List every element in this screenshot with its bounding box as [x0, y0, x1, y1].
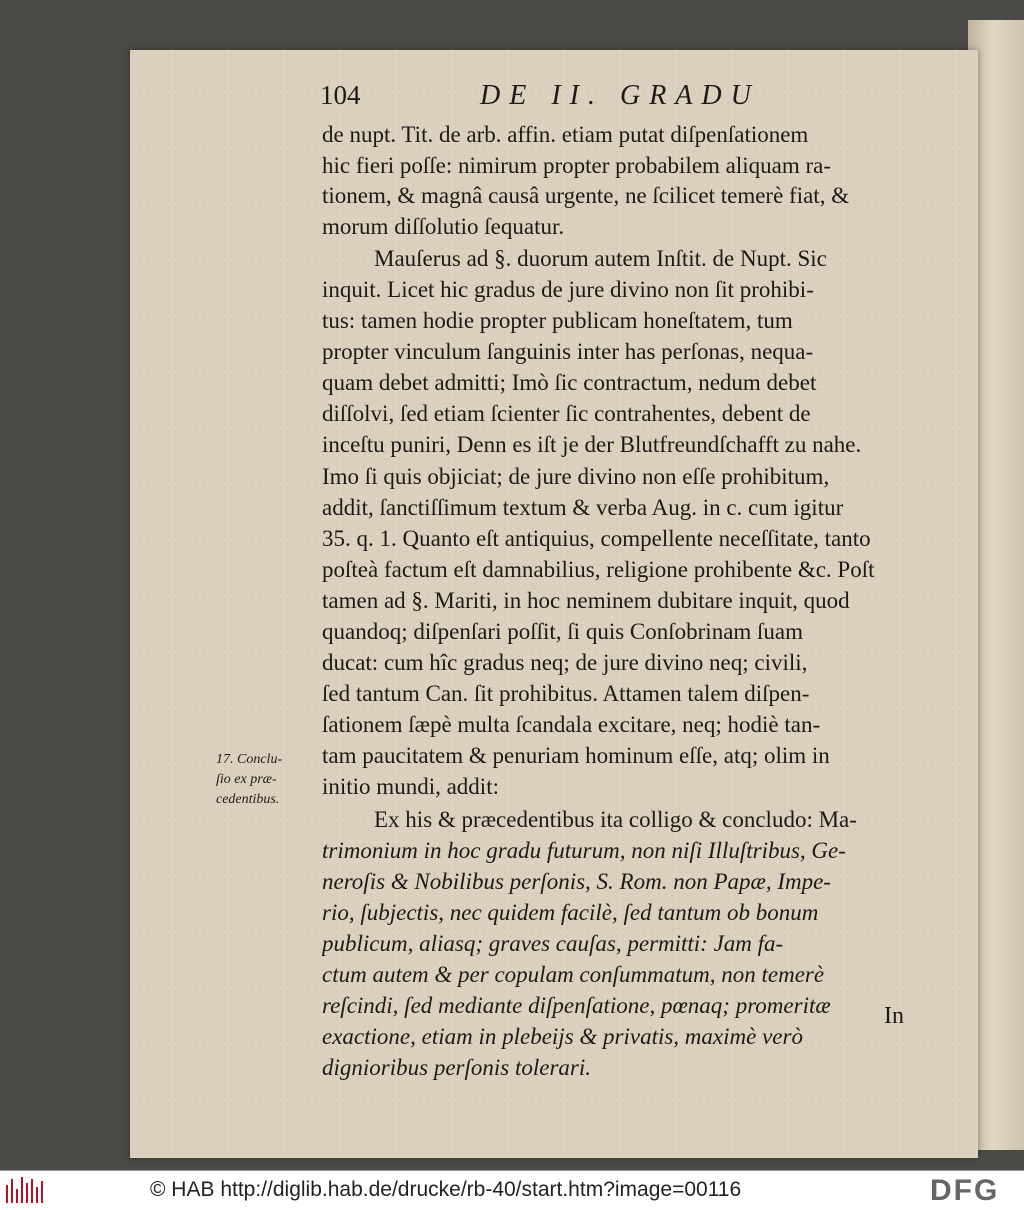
footer-bar — [0, 1170, 1024, 1210]
text-line: Ex his & præcedentibus ita colligo & concludo: Ma- — [374, 807, 857, 832]
catchword: In — [884, 1003, 904, 1029]
text-line: ſed tantum Can. ſit prohibitus. Attamen talem diſpen- — [322, 681, 810, 706]
text-line: addit, ſanctiſſimum textum & verba Aug. in c. cum igitur — [322, 495, 844, 520]
text-line: diſſolvi, ſed etiam ſcienter ſic contrahentes, debent de — [322, 401, 811, 426]
text-line: 35. q. 1. Quanto eſt antiquius, compellente neceſſitate, tanto — [322, 526, 871, 551]
text-line: propter vinculum ſanguinis inter has perſonas, nequa- — [322, 339, 814, 364]
text-line: ctum autem & per copulam conſummatum, non temerè — [322, 962, 825, 987]
text-line: ſationem ſæpè multa ſcandala excitare, neq; hodiè tan- — [322, 712, 821, 737]
running-title: DE II. GRADU — [480, 80, 760, 111]
margin-note-line: cedentibus. — [216, 792, 280, 807]
text-line: reſcindi, ſed mediante diſpenſatione, pœnaq; promeritæ — [322, 993, 831, 1018]
text-line: trimonium in hoc gradu futurum, non niſi Illuſtribus, Ge- — [322, 838, 846, 863]
text-line: ducat: cum hîc gradus neq; de jure divino neq; civili, — [322, 650, 808, 675]
library-logo-icon — [6, 1177, 44, 1203]
footer-credit-link[interactable]: © HAB http://diglib.hab.de/drucke/rb-40/start.htm?image=00116 — [150, 1178, 742, 1201]
text-line: initio mundi, addit: — [322, 774, 499, 799]
page-header — [320, 80, 940, 120]
text-line: Imo ſi quis objiciat; de jure divino non eſſe prohibitum, — [322, 464, 830, 489]
text-line: rio, ſubjectis, nec quidem facilè, ſed tantum ob bonum — [322, 900, 819, 925]
margin-note — [216, 750, 316, 810]
text-line: Mauſerus ad §. duorum autem Inſtit. de Nupt. Sic — [374, 246, 827, 271]
dfg-logo: DFG — [930, 1174, 1000, 1207]
text-line: tamen ad §. Mariti, in hoc neminem dubitare inquit, quod — [322, 588, 850, 613]
text-line: publicum, aliasq; graves cauſas, permitti: Jam fa- — [322, 931, 784, 956]
text-line: neroſis & Nobilibus perſonis, S. Rom. non Papæ, Impe- — [322, 869, 831, 894]
text-line: tam paucitatem & penuriam hominum eſſe, atq; olim in — [322, 743, 830, 768]
text-line: tus: tamen hodie propter publicam honeſtatem, tum — [322, 308, 793, 333]
text-line: exactione, etiam in plebeijs & privatis, maximè verò — [322, 1024, 803, 1049]
text-line: de nupt. Tit. de arb. affin. etiam putat diſpenſationem — [322, 122, 809, 147]
margin-note-line: ſio ex præ- — [216, 772, 277, 787]
text-line: hic fieri poſſe: nimirum propter probabilem aliquam ra- — [322, 153, 832, 178]
text-line: dignioribus perſonis tolerari. — [322, 1055, 591, 1080]
text-line: inquit. Licet hic gradus de jure divino non ſit prohibi- — [322, 277, 814, 302]
page-number: 104 — [320, 80, 361, 110]
text-line: inceſtu puniri, Denn es iſt je der Blutfreundſchafft zu nahe. — [322, 432, 862, 457]
text-line: poſteà factum eſt damnabilius, religione prohibente &c. Poſt — [322, 557, 875, 582]
margin-note-line: 17. Conclu- — [216, 752, 283, 767]
text-line: quandoq; diſpenſari poſſit, ſi quis Conſobrinam ſuam — [322, 619, 804, 644]
text-line: quam debet admitti; Imò ſic contractum, nedum debet — [322, 370, 817, 395]
text-line: tionem, & magnâ causâ urgente, ne ſcilicet temerè fiat, & — [322, 183, 850, 208]
text-line: morum diſſolutio ſequatur. — [322, 214, 565, 239]
book-page — [130, 50, 978, 1158]
